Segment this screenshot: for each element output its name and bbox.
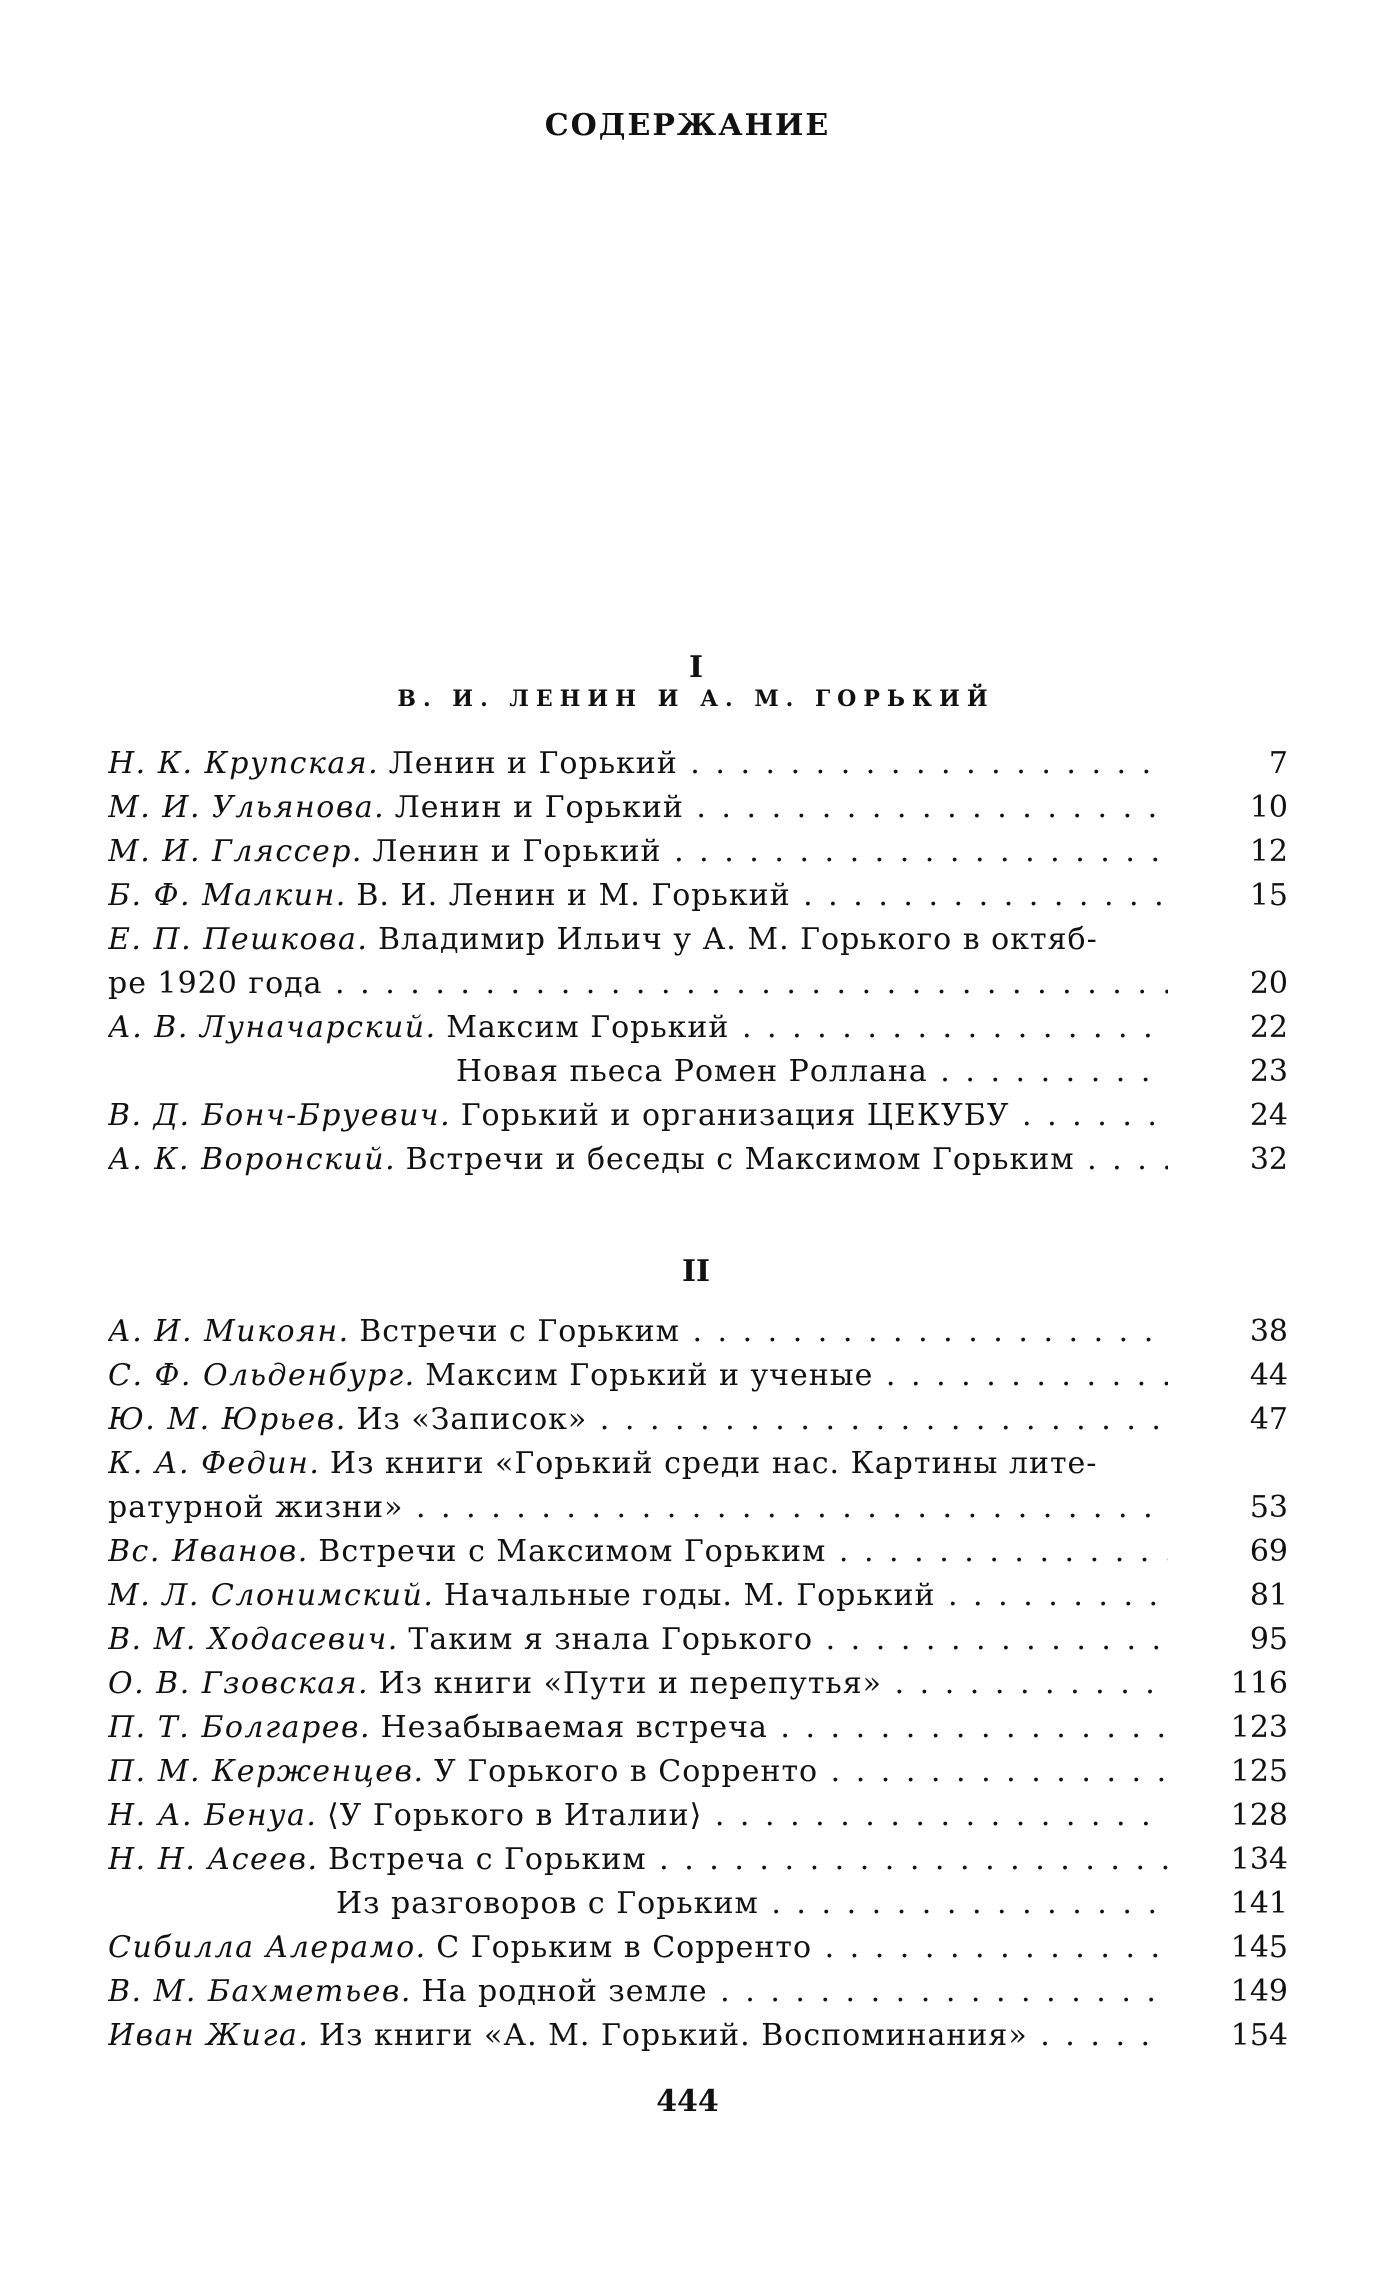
entry-page: 123 [1230, 1710, 1288, 1745]
entry-author: В. Д. Бонч-Бруевич. [108, 1098, 452, 1133]
toc-entry [108, 1970, 1288, 2014]
toc-entry [108, 830, 1288, 874]
entry-title: ре 1920 года [108, 966, 323, 1001]
entry-page: 128 [1230, 1798, 1288, 1833]
entry-author: Н. Н. Асеев. [108, 1842, 319, 1877]
toc-entry [108, 874, 1288, 918]
entry-author: В. М. Ходасевич. [108, 1622, 399, 1657]
entry-title: Ленин и Горький [388, 746, 678, 781]
entry-page: 47 [1249, 1402, 1288, 1437]
entry-author: В. М. Бахметьев. [108, 1974, 412, 2009]
entry-author: Сибилла Алерамо. [108, 1930, 427, 1965]
entry-title: Ленин и Горький [372, 834, 662, 869]
entry-page: 81 [1249, 1578, 1288, 1613]
entry-page: 38 [1249, 1314, 1288, 1349]
toc-entry [108, 1794, 1288, 1838]
entry-title: Из книги «А. М. Горький. Воспоминания» [318, 2018, 1028, 2053]
entry-title: Незабываемая встреча [380, 1710, 768, 1745]
entry-author: М. И. Ульянова. [108, 790, 386, 825]
toc-entry [108, 786, 1288, 830]
entry-page: 10 [1249, 790, 1288, 825]
toc-entry [108, 1926, 1288, 1970]
toc-entry [108, 1574, 1288, 1618]
toc-entry [108, 1750, 1288, 1794]
entry-author: О. В. Гзовская. [108, 1666, 370, 1701]
toc-entry [108, 1094, 1288, 1138]
entry-title: Максим Горький [446, 1010, 730, 1045]
toc-entry [108, 1138, 1288, 1182]
entry-page: 22 [1249, 1010, 1288, 1045]
section-2-toc-list [108, 1310, 1288, 2058]
entry-author: Б. Ф. Малкин. [108, 878, 347, 913]
entry-author: К. А. Федин. [108, 1446, 321, 1481]
entry-page: 53 [1249, 1490, 1288, 1525]
entry-page: 20 [1249, 966, 1288, 1001]
toc-entry [108, 1706, 1288, 1750]
toc-entry [108, 742, 1288, 786]
entry-title: Начальные годы. М. Горький [443, 1578, 936, 1613]
entry-title: Горький и организация ЦЕКУБУ [460, 1098, 1010, 1133]
entry-page: 125 [1230, 1754, 1288, 1789]
entry-page: 134 [1230, 1842, 1288, 1877]
entry-page: 149 [1230, 1974, 1288, 2009]
toc-entry [108, 1310, 1288, 1354]
entry-author: Иван Жига. [108, 2018, 310, 2053]
entry-page: 15 [1249, 878, 1288, 913]
entry-title: Встречи с Горьким [359, 1314, 680, 1349]
toc-entry [108, 1354, 1288, 1398]
entry-title: Владимир Ильич у А. М. Горького в октяб- [377, 922, 1098, 957]
entry-page: 69 [1249, 1534, 1288, 1569]
entry-author: М. И. Гляссер. [108, 834, 363, 869]
entry-author: А. В. Луначарский. [108, 1010, 437, 1045]
entry-page: 44 [1249, 1358, 1288, 1393]
entry-author: Вс. Иванов. [108, 1534, 309, 1569]
toc-entry-continuation [108, 1486, 1288, 1530]
toc-entry [108, 1618, 1288, 1662]
entry-title: Ленин и Горький [394, 790, 684, 825]
entry-author: С. Ф. Ольденбург. [108, 1358, 416, 1393]
page-title: СОДЕРЖАНИЕ [544, 108, 831, 143]
toc-entry [108, 1662, 1288, 1706]
entry-page: 7 [1268, 746, 1288, 781]
toc-entry [108, 2014, 1288, 2058]
entry-title: У Горького в Сорренто [434, 1754, 819, 1789]
section-1-numeral: I [688, 650, 704, 685]
entry-page: 141 [1230, 1886, 1288, 1921]
toc-entry [108, 1838, 1288, 1882]
entry-author: Н. А. Бенуа. [108, 1798, 318, 1833]
toc-entry [108, 1398, 1288, 1442]
entry-author: Ю. М. Юрьев. [108, 1402, 347, 1437]
entry-title: Максим Горький и ученые [425, 1358, 874, 1393]
entry-author: П. М. Керженцев. [108, 1754, 425, 1789]
entry-title: С Горьким в Сорренто [436, 1930, 813, 1965]
entry-page: 32 [1249, 1142, 1288, 1177]
entry-title: ратурной жизни» [108, 1490, 404, 1525]
entry-title: Из разговоров с Горьким [336, 1886, 759, 1921]
toc-entry [108, 918, 1288, 962]
section-1-heading: В. И. ЛЕНИН И А. М. ГОРЬКИЙ [397, 686, 995, 712]
entry-author: П. Т. Болгарев. [108, 1710, 372, 1745]
entry-title: В. И. Ленин и М. Горький [356, 878, 791, 913]
entry-title: Из книги «Горький среди нас. Картины лите- [329, 1446, 1098, 1481]
toc-entry [108, 1530, 1288, 1574]
entry-author: Е. П. Пешкова. [108, 922, 369, 957]
toc-entry-continuation [108, 962, 1288, 1006]
entry-title: Из книги «Пути и перепутья» [378, 1666, 883, 1701]
entry-author: А. И. Микоян. [108, 1314, 350, 1349]
toc-entry [108, 1882, 1288, 1926]
entry-page: 116 [1230, 1666, 1288, 1701]
entry-author: М. Л. Слонимский. [108, 1578, 435, 1613]
entry-page: 12 [1249, 834, 1288, 869]
toc-entry [108, 1442, 1288, 1486]
toc-entry [108, 1050, 1288, 1094]
entry-author: Н. К. Крупская. [108, 746, 380, 781]
toc-entry [108, 1006, 1288, 1050]
entry-page: 154 [1230, 2018, 1288, 2053]
entry-title: Встреча с Горьким [328, 1842, 647, 1877]
entry-title: Новая пьеса Ромен Роллана [456, 1054, 928, 1089]
page-number: 444 [656, 2084, 719, 2119]
entry-title: Из «Записок» [356, 1402, 588, 1437]
entry-title: Встречи с Максимом Горьким [318, 1534, 827, 1569]
section-1-toc-list [108, 742, 1288, 1182]
section-2-numeral: II [681, 1254, 711, 1289]
entry-page: 95 [1249, 1622, 1288, 1657]
entry-page: 145 [1230, 1930, 1288, 1965]
entry-title: Таким я знала Горького [408, 1622, 814, 1657]
entry-title: Встречи и беседы с Максимом Горьким [405, 1142, 1075, 1177]
entry-page: 23 [1249, 1054, 1288, 1089]
entry-title: ⟨У Горького в Италии⟩ [326, 1798, 703, 1833]
entry-title: На родной земле [421, 1974, 708, 2009]
entry-author: А. К. Воронский. [108, 1142, 397, 1177]
entry-page: 24 [1249, 1098, 1288, 1133]
